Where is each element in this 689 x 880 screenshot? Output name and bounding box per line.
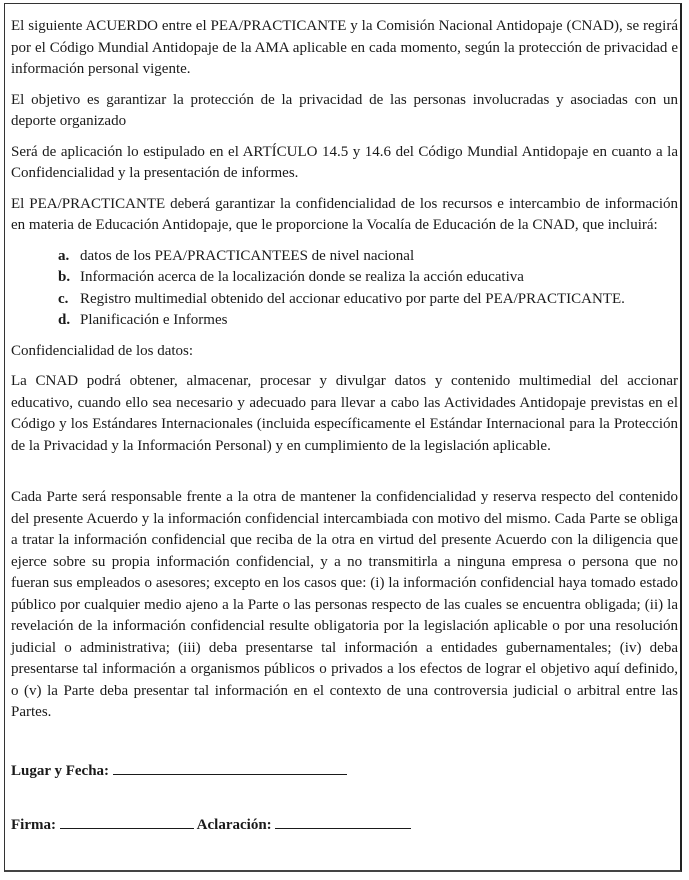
place-date-label: Lugar y Fecha: [11,762,110,779]
list-item-text: Información acerca de la localización donde se realiza la acción educativa [80,269,524,285]
signature-field[interactable] [60,814,194,829]
place-date-field[interactable] [113,760,347,775]
intro-paragraph: El siguiente ACUERDO entre el PEA/PRACTICANTE y la Comisión Nacional Antidopaje (CNAD), se regirá por el Código Mundial Antidopaje de la AMA aplicable en cada momento, según la protección de privacidad e información personal vigente. [11,18,678,77]
list-item-text: Registro multimedial obtenido del accionar educativo por parte del PEA/PRACTICANTE. [80,290,625,307]
list-item [58,246,678,268]
included-items-list [11,246,678,332]
place-date-row [11,760,678,783]
clarification-label: Aclaración: [196,817,272,833]
article-paragraph: Será de aplicación lo estipulado en el ARTÍCULO 14.5 y 14.6 del Código Mundial Antidopaje en cuanto a la Confidencialidad y la presentación de informes. [11,143,678,181]
party-responsibility-paragraph: Cada Parte será responsable frente a la otra de mantener la confidencialidad y reserva respecto del contenido del presente Acuerdo y la información confidencial intercambiada con motivo del mismo. Cada Parte se obliga a tratar la información confidencial que reciba de la otra en virtud del presente Acuerdo con la diligencia que ejerce sobre su propia información confidencial, y a no transmitirla a ninguna empresa o persona que no fueran sus empleados o asesores; excepto en los casos que: (i) la información confidencial haya tomado estado público por cualquier medio ajeno a la Parte o las personas respecto de las cuales se encuentra obligada; (ii) la revelación de la información confidencial resulte obligatoria por la legislación aplicable o por una resolución judicial o administrativa; (iii) deba presentarse tal información a entidades gubernamentales; (iv) deba presentarse tal información a organismos públicos o privados a los efectos de lograr el objetivo aquí definido, o (v) la Parte deba presentar tal información en el contexto de una controversia judicial o arbitral entre las Partes. [11,489,678,720]
objective-paragraph: El objetivo es garantizar la protección de la privacidad de las personas involucradas y asociadas con un deporte organizado [11,91,678,129]
list-item-text: datos de los PEA/PRACTICANTEES de nivel nacional [80,247,415,264]
signature-row [11,814,678,837]
list-item [58,310,678,332]
obligations-paragraph: El PEA/PRACTICANTE deberá garantizar la confidencialidad de los recursos e intercambio de información en materia de Educación Antidopaje, que le proporcione la Vocalía de Educación de la CNAD, que incluirá: [11,195,678,233]
list-item [58,267,678,289]
list-marker: d. [58,312,71,328]
list-item [58,289,678,311]
list-marker: b. [58,269,71,285]
data-confidentiality-heading: Confidencialidad de los datos: [11,342,194,359]
list-marker: c. [58,290,69,307]
signature-label: Firma: [11,817,56,833]
data-processing-paragraph: La CNAD podrá obtener, almacenar, procesar y divulgar datos y contenido multimedial del accionar educativo, cuando ello sea necesario y adecuado para llevar a cabo las Actividades Antidopaje previstas en el Código y los Estándares Internacionales (incluida específicamente el Estándar Internacional para la Protección de la Privacidad y la Información Personal) y en cumplimiento de la legislación aplicable. [11,373,678,454]
agreement-document [11,16,678,837]
list-marker: a. [58,247,70,264]
list-item-text: Planificación e Informes [80,312,228,328]
clarification-field[interactable] [275,814,411,829]
